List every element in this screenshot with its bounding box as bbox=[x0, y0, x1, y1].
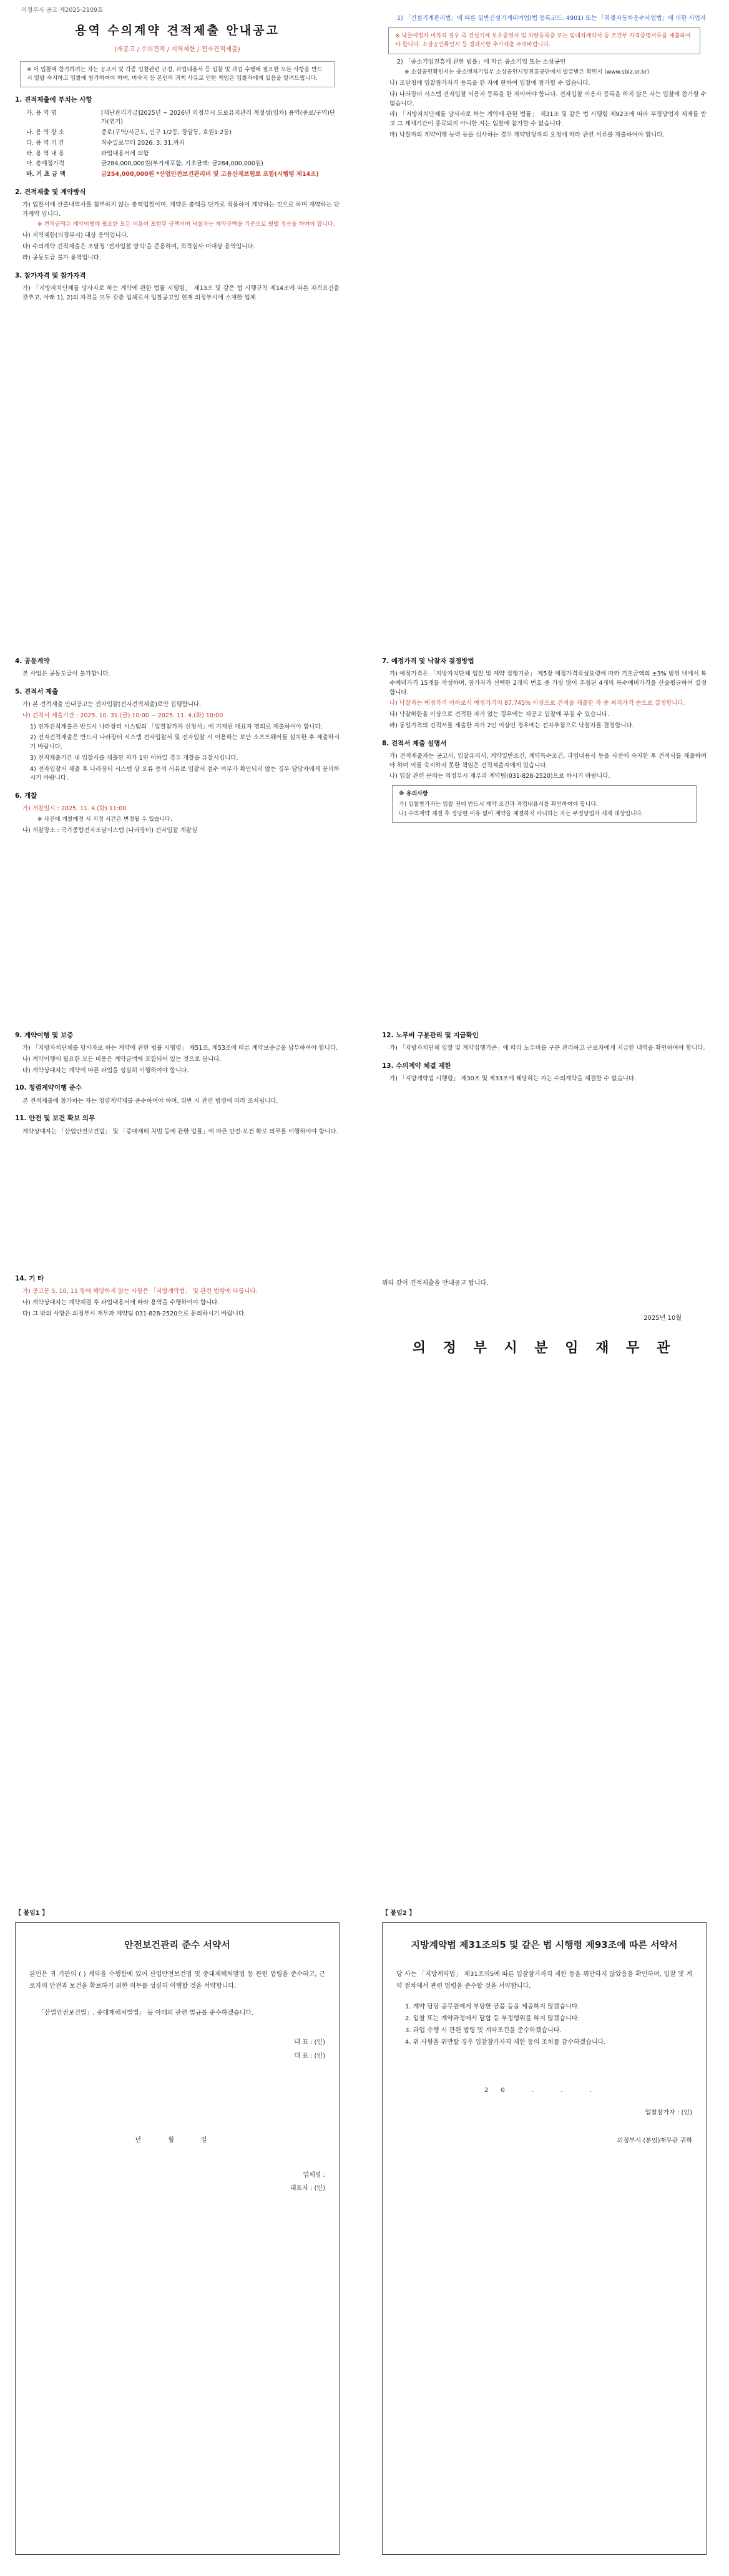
paragraph: 나) 견적서 제출기간 : 2025. 10. 31.(금) 10:00 ~ 2025. 11. 4.(화) 10:00 bbox=[22, 712, 223, 719]
form-list-item: 4. 위 사항을 위반할 경우 입찰참가자격 제한 등의 조치를 감수하겠습니다. bbox=[405, 2039, 606, 2046]
page2b-left-column bbox=[15, 1023, 340, 1138]
page-3 bbox=[15, 1266, 714, 1859]
paragraph: 가) 본 견적제출 안내공고는 전자입찰(전자견적제출)로만 집행합니다. bbox=[22, 701, 202, 709]
caution-item: 나) 수의계약 체결 후 정당한 이유 없이 계약을 체결하지 아니하는 자는 부정당업자 제재 대상입니다. bbox=[399, 810, 643, 817]
section-3-title: 3. 참가자격 및 참가자격 bbox=[15, 271, 86, 279]
section-14-title: 14. 기 타 bbox=[15, 1275, 44, 1282]
attachment-1-form bbox=[15, 1922, 340, 2555]
paragraph: 나) 계약상대자는 계약체결 후 과업내용서에 따라 용역을 수행하여야 합니다. bbox=[22, 1299, 220, 1306]
row-key: 바. 기 초 금 액 bbox=[26, 171, 66, 178]
paragraph: 다) 계약상대자는 계약에 따른 과업을 성실히 이행하여야 합니다. bbox=[22, 1067, 189, 1074]
paragraph: 다) 낙찰하한율 이상으로 견적한 자가 없는 경우에는 재공고 입찰에 부칠 수 있습니다. bbox=[389, 711, 609, 719]
signature-line: 대 표 : (인) bbox=[294, 2039, 325, 2046]
paragraph: ※ 소상공인확인서는 중소벤처기업부 소상공인시장진흥공단에서 발급받은 확인서 (www.sbiz.or.kr) bbox=[404, 69, 650, 76]
paragraph: 나) 계약이행에 필요한 모든 비용은 계약금액에 포함되어 있는 것으로 봅니다. bbox=[22, 1055, 222, 1063]
form-list-item: 「산업안전보건법」, 중대재해처벌법」 등 아래의 관련 법규를 준수하겠습니다. bbox=[38, 2010, 254, 2017]
paragraph: 마) 낙찰자의 계약이행 능력 등을 심사하는 경우 계약담당자의 요청에 따라 관련 서류를 제출하여야 합니다. bbox=[389, 131, 665, 138]
info-row bbox=[15, 160, 340, 169]
row-key: 나. 용 역 장 소 bbox=[26, 129, 64, 137]
page-2-continued bbox=[15, 1023, 714, 1260]
paragraph: 나) 개찰장소 : 국가종합전자조달시스템 (나라장터) 전자입찰 개찰실 bbox=[22, 826, 198, 834]
caution-box bbox=[392, 785, 697, 823]
issue-date: 2025년 10월 bbox=[643, 1314, 682, 1322]
row-value: 금284,000,000원(부가세포함, 기초금액: 금284,000,000원) bbox=[101, 160, 263, 168]
paragraph: 2) 「중소기업진흥에 관한 법률」에 따른 중소기업 또는 소상공인 bbox=[397, 58, 566, 65]
form-date: 20 . . . bbox=[484, 2087, 604, 2094]
paragraph: 본 견적제출에 참가하는 자는 청렴계약제를 준수하여야 하며, 위반 시 관련 법령에 따라 조치됩니다. bbox=[22, 1097, 278, 1105]
section-7-title: 7. 예정가격 및 낙찰자 결정방법 bbox=[382, 657, 474, 665]
page1-left-column bbox=[15, 0, 340, 304]
paragraph: 가) 「지방자치단체를 당사자로 하는 계약에 관한 법률 시행령」 제13조 및 같은 법 시행규칙 제14조에 따른 자격요건을 갖추고, 아래 1), 2)의 자격을 모두 갖춘 업체로서 입찰공고일 현재 의정부시에 소재한 업체 bbox=[22, 284, 340, 301]
row-value: 금254,000,000원 *산업안전보건관리비 및 고용산재보험료 포함(시행령 제14조) bbox=[101, 171, 319, 178]
ceo-line: 대표자 : (인) bbox=[290, 2185, 325, 2192]
paragraph: 1) 「건설기계관리법」에 따른 일반건설기계대여업(법 등록코드: 4901) 또는 「화물자동차운수사업법」에 의한 사업자 bbox=[397, 15, 707, 22]
form-body: 당 사는 「지방계약법」 제31조의5에 따른 입찰참가자격 제한 등을 위반하지 않았음을 확인하며, 입찰 및 계약 절차에서 관련 법령을 준수할 것을 서약합니다. bbox=[396, 1971, 692, 1990]
section-8-title: 8. 견적서 제출 설명서 bbox=[382, 739, 447, 747]
section-2-title: 2. 견적제출 및 계약방식 bbox=[15, 188, 86, 196]
paragraph: 2) 전자견적제출은 반드시 나라장터 시스템 전자입찰서 및 전자입찰 시 이용하는 보안 소프트웨어를 설치한 후 제출하시기 바랍니다. bbox=[30, 734, 340, 751]
row-value: [재난관리기금]2025년 ~ 2026년 의정부시 도로유지관리 계절성(임차) 용역(중로/구역)단가(연기) bbox=[101, 109, 336, 126]
section-11-title: 11. 안전 및 보건 확보 의무 bbox=[15, 1115, 95, 1123]
page3-right-column bbox=[382, 1266, 707, 1359]
form-list-item: 3. 과업 수행 시 관련 법령 및 계약조건을 준수하겠습니다. bbox=[405, 2027, 562, 2035]
paragraph: 가) 「지방계약법 시행령」 제30조 및 제33조에 해당하는 자는 수의계약을 체결할 수 없습니다. bbox=[389, 1075, 637, 1083]
paragraph: 라) 공동도급 불가 용역입니다. bbox=[22, 254, 101, 261]
section-1-title: 1. 견적제출에 부치는 사항 bbox=[15, 96, 92, 104]
paragraph: 가) 「지방자치단체 입찰 및 계약집행기준」에 따라 노무비를 구분 관리하고 근로자에게 지급한 내역을 확인하여야 합니다. bbox=[389, 1045, 705, 1052]
attachment-2-form bbox=[382, 1922, 707, 2555]
page2-left-column bbox=[15, 649, 340, 838]
attachment-1-label: 【 붙임1 】 bbox=[15, 1910, 49, 1917]
paragraph: ※ 견적금액은 계약이행에 필요한 모든 비용이 포함된 금액이며 낙찰자는 계약금액을 기준으로 월별 정산을 하여야 합니다. bbox=[37, 221, 335, 228]
form-list-item: 1. 계약 담당 공무원에게 부당한 금품 등을 제공하지 않겠습니다. bbox=[405, 2003, 580, 2011]
paragraph: 3) 견적제출기간 내 입찰서를 제출한 자가 1인 이하일 경우 개찰을 유찰시킵니다. bbox=[30, 754, 238, 762]
paragraph: 나) 입찰 관련 문의는 의정부시 재무과 계약팀(031-828-2520)으로 하시기 바랍니다. bbox=[389, 773, 610, 780]
paragraph: 가) 개찰일시 : 2025. 11. 4.(화) 11:00 bbox=[22, 805, 127, 813]
page2-right-column bbox=[382, 649, 707, 826]
section-13-title: 13. 수의계약 체결 제한 bbox=[382, 1062, 451, 1070]
addressee-line: 의정부시 (분임)재무관 귀하 bbox=[617, 2138, 692, 2145]
form-title: 안전보건관리 준수 서약서 bbox=[124, 1939, 230, 1950]
page3-left-column bbox=[15, 1266, 340, 1320]
paragraph: 다) 그 밖의 사항은 의정부시 재무과 계약팀 031-828-2520으로 문의하시기 바랍니다. bbox=[22, 1310, 247, 1317]
paragraph: 나) 지역제한(의정부시) 대상 용역입니다. bbox=[22, 232, 129, 240]
paragraph: 가) 견적제출자는 공고서, 입찰유의서, 계약일반조건, 계약특수조건, 과업내용서 등을 사전에 숙지한 후 견적서를 제출하여야 하며 이를 숙지하지 못한 책임은 견적제출자에게 있습니다. bbox=[389, 752, 707, 769]
form-list-item: 2. 입찰 또는 계약과정에서 담합 등 부정행위를 하지 않겠습니다. bbox=[405, 2015, 580, 2023]
row-value: 중로(구역/시군도, 인구 1/2등, 장암동, 호원1·2동) bbox=[101, 129, 232, 137]
page-title: 용역 수의계약 견적제출 안내공고 bbox=[75, 23, 280, 37]
caution-item: 가) 입찰참가자는 입찰 전에 반드시 계약 조건과 과업내용서를 확인하여야 합니다. bbox=[399, 801, 599, 808]
paragraph: 나) 낙찰자는 예정가격 이하로서 예정가격의 87.745% 이상으로 견적을 제출한 자 중 최저가격 순으로 결정합니다. bbox=[389, 700, 685, 707]
row-key: 가. 용 역 명 bbox=[26, 109, 57, 117]
page1-right-column bbox=[382, 12, 707, 142]
info-row bbox=[15, 139, 340, 148]
paragraph: 1) 전자견적제출은 반드시 나라장터 시스템의 「입찰참가자 신청서」에 기재된 대표자 명의로 제출하여야 합니다. bbox=[30, 723, 323, 730]
paragraph: 계약상대자는 「산업안전보건법」 및 「중대재해 처벌 등에 관한 법률」에 따른 안전·보건 확보 의무를 이행하여야 합니다. bbox=[22, 1128, 338, 1135]
paragraph: 나) 조달청에 입찰참가자격 등록을 한 자에 한하여 입찰에 참가할 수 있습니다. bbox=[389, 80, 590, 87]
paragraph: 본 사업은 공동도급이 불가합니다. bbox=[22, 671, 110, 678]
paragraph: 라) 동일가격의 견적서를 제출한 자가 2인 이상인 경우에는 전자추첨으로 낙찰자를 결정합니다. bbox=[389, 722, 634, 729]
row-value: 과업내용서에 의함 bbox=[101, 150, 149, 157]
page-1 bbox=[15, 0, 714, 624]
closing-text: 위와 같이 견적제출을 안내공고 합니다. bbox=[382, 1280, 489, 1287]
info-row bbox=[15, 128, 340, 138]
paragraph: ※ 사전에 개찰예정 시 지정 시간은 변경될 수 있습니다. bbox=[37, 816, 172, 823]
form-date: 년 월 일 bbox=[135, 2137, 220, 2144]
section-6-title: 6. 개찰 bbox=[15, 792, 37, 800]
page-4-attachments bbox=[15, 1909, 714, 2564]
row-value: 착수일로부터 2026. 3. 31.까지 bbox=[101, 139, 185, 147]
company-line: 업체명 : bbox=[303, 2171, 325, 2179]
page-subtitle: (재공고 / 수의견적 / 지역제한 / 전자견적제출) bbox=[114, 46, 240, 54]
paragraph: 4) 전자입찰서 제출 후 나라장터 시스템 상 오류 등의 사유로 입찰서 접수 여부가 확인되지 않는 경우 담당자에게 문의하시기 바랍니다. bbox=[30, 765, 340, 782]
paragraph: 가) 예정가격은 「지방자치단체 입찰 및 계약 집행기준」 제5장 예정가격작성요령에 따라 기초금액의 ±3% 범위 내에서 복수예비가격 15개를 작성하며, 참가자가 선택한 2개의 번호 중 가장 많이 추첨된 4개의 복수예비가격을 산술평균하여 결정합니다. bbox=[389, 671, 707, 696]
paragraph: 가) 입찰서에 산출내역서를 첨부하지 않는 총액입찰이며, 계약은 총액을 단가로 적용하여 계약하는 것으로 하며 계약하는 단가계약 입니다. bbox=[22, 201, 340, 218]
attachment-2-label: 【 붙임2 】 bbox=[382, 1910, 416, 1917]
page2b-right-column bbox=[382, 1023, 707, 1086]
section-4-title: 4. 공동계약 bbox=[15, 657, 50, 665]
caution-title: ※ 유의사항 bbox=[399, 791, 428, 797]
form-title: 지방계약법 제31조의5 및 같은 법 시행령 제93조에 따른 서약서 bbox=[411, 1939, 678, 1950]
company-line: 입찰참가자 : (인) bbox=[645, 2109, 692, 2116]
row-key: 마. 총예정가격 bbox=[26, 160, 65, 168]
info-row bbox=[15, 109, 340, 127]
document-id: 의정부시 공고 제2025-2109호 bbox=[21, 7, 104, 14]
info-row bbox=[15, 150, 340, 159]
info-row bbox=[15, 170, 340, 180]
notice-box bbox=[20, 61, 335, 88]
row-key: 다. 용 역 기 간 bbox=[26, 139, 64, 147]
section-9-title: 9. 계약이행 및 보증 bbox=[15, 1032, 74, 1039]
paragraph: 라) 「지방자치단체를 당사자로 하는 계약에 관한 법률」 제31조 및 같은 법 시행령 제92조에 따라 부정당업자 제재를 받고 그 제재기간이 종료되지 아니한 자는 입찰에 참가할 수 없습니다. bbox=[389, 111, 707, 128]
section-5-title: 5. 견적서 제출 bbox=[15, 687, 59, 695]
form-body: 본인은 귀 기관의 ( ) 계약을 수행함에 있어 산업안전보건법 및 중대재해처벌법 등 관련 법령을 준수하고, 근로자의 안전과 보건을 확보하기 위한 의무를 성실히 이행할 것을 서약합니다. bbox=[29, 1971, 325, 1990]
section-12-title: 12. 노무비 구분관리 및 지급확인 bbox=[382, 1032, 479, 1039]
section-10-title: 10. 청렴계약이행 준수 bbox=[15, 1084, 82, 1092]
issuer-signoff: 의 정 부 시 분 임 재 무 관 bbox=[412, 1340, 677, 1356]
info-box-text: ※ 낙찰예정자 미자격 경우 즉 건설기계 보유증명서 및 차량등록증 또는 임대차계약서 등 조건부 자격증명서류를 제출하여야 합니다. 소상공인확인서 등 경과사항 추가제출 주의바랍니다. bbox=[395, 32, 691, 49]
paragraph: 가) 공고문 5, 10, 11 항에 해당하지 않는 사항은 「지방계약법」 및 관련 법령에 따릅니다. bbox=[22, 1288, 258, 1295]
notice-text: ※ 이 입찰에 참가하려는 자는 공고서 및 각종 입찰관련 규정, 과업내용서 등 입찰 및 과업 수행에 필요한 모든 사항을 반드시 열람 숙지하고 입찰에 참가하여야 하며, 미숙지 등 본인의 귀책 사유로 인한 책임은 입찰자에게 있음을 알려드립니다. bbox=[27, 66, 323, 82]
paragraph: 다) 수의계약 견적제출은 조달청 '전자입찰 방식'을 준용하며, 적격심사 미대상 용역입니다. bbox=[22, 243, 255, 251]
info-box bbox=[388, 27, 700, 54]
signature-line: 대 표 : (인) bbox=[294, 2052, 325, 2060]
paragraph: 다) 나라장터 시스템 전자입찰 이용자 등록을 한 자이어야 합니다. 전자입찰 이용자 등록을 하지 않은 자는 입찰에 참가할 수 없습니다. bbox=[389, 90, 707, 107]
paragraph: 가) 「지방자치단체를 당사자로 하는 계약에 관한 법률 시행령」 제51조, 제53조에 따른 계약보증금을 납부하여야 합니다. bbox=[22, 1045, 338, 1052]
section-1-rows bbox=[15, 109, 340, 180]
row-key: 라. 용 역 내 용 bbox=[26, 150, 64, 157]
